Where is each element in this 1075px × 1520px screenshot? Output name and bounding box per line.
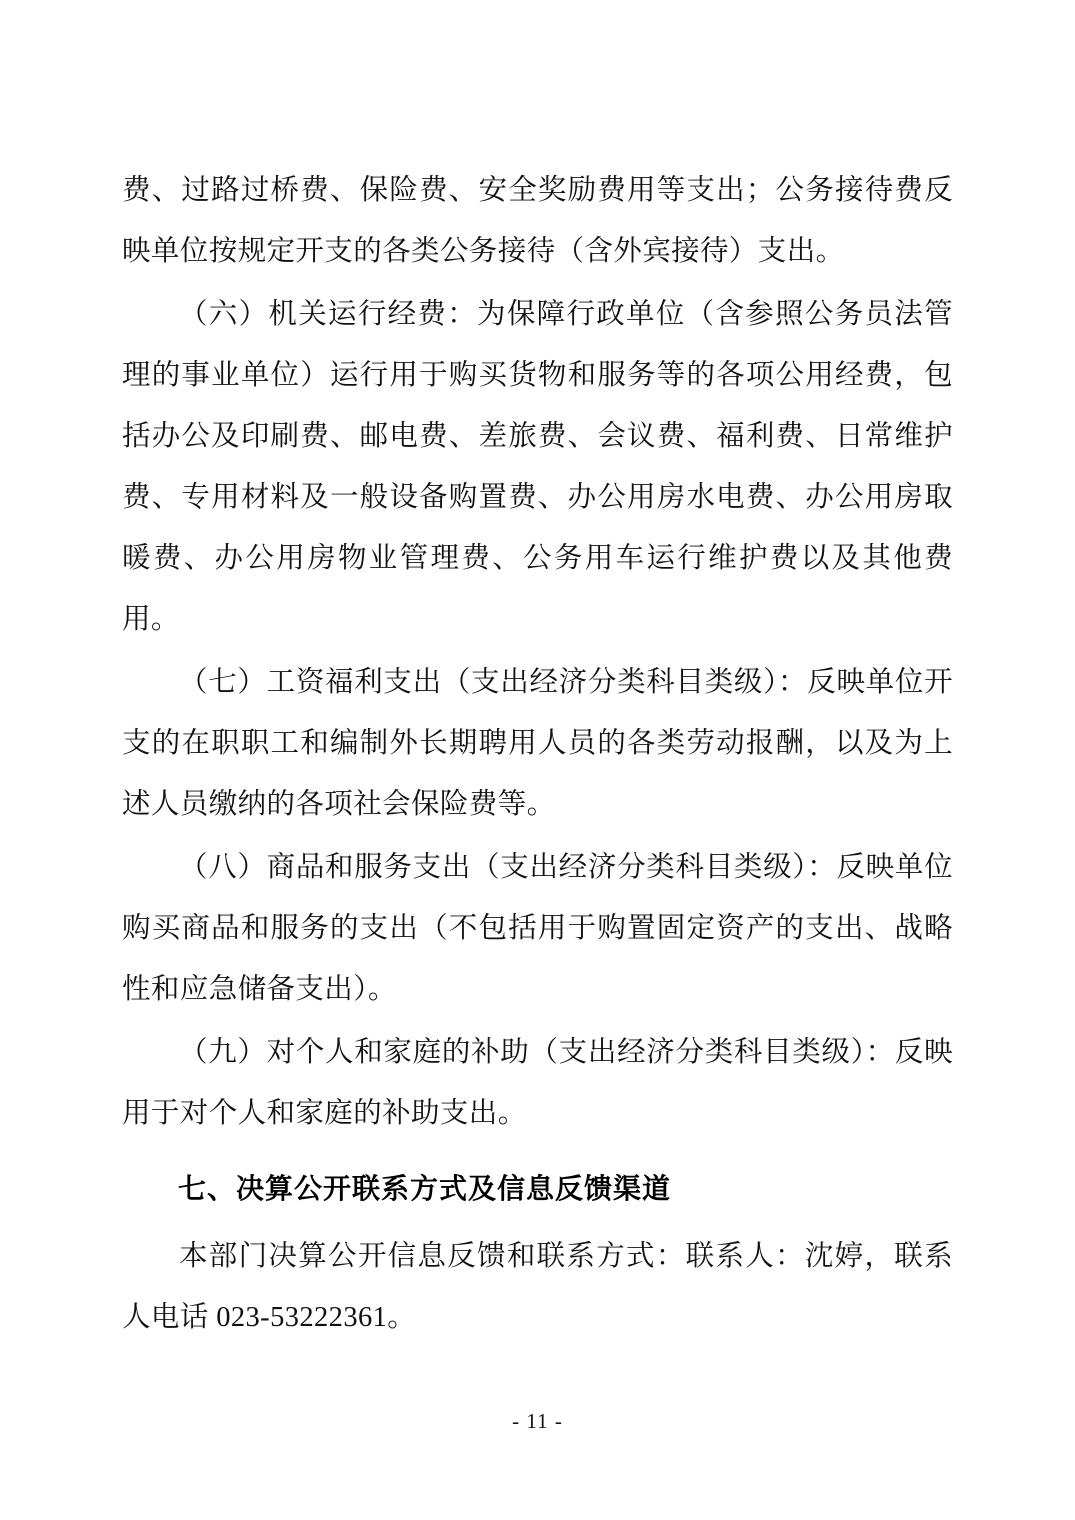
paragraph-contact-info: 本部门决算公开信息反馈和联系方式：联系人：沈婷，联系人电话 023-53222361。 [122,1241,953,1333]
paragraph-item-9: （九）对个人和家庭的补助（支出经济分类科目类级）：反映用于对个人和家庭的补助支出。 [122,1037,953,1129]
paragraph-item-6: （六）机关运行经费：为保障行政单位（含参照公务员法管理的事业单位）运行用于购买货物和服务等的各项公用经费，包括办公及印刷费、邮电费、差旅费、会议费、福利费、日常维护费、专用材料及一般设备购置费、办公用房水电费、办公用房取暖费、办公用房物业管理费、公务用车运行维护费以及其他费用。 [122,299,953,635]
paragraph-item-7: （七）工资福利支出（支出经济分类科目类级）：反映单位开支的在职职工和编制外长期聘用人员的各类劳动报酬，以及为上述人员缴纳的各项社会保险费等。 [122,667,953,820]
paragraph-continued: 费、过路过桥费、保险费、安全奖励费用等支出；公务接待费反映单位按规定开支的各类公务接待（含外宾接待）支出。 [122,175,953,267]
paragraph-item-8: （八）商品和服务支出（支出经济分类科目类级）：反映单位购买商品和服务的支出（不包括用于购置固定资产的支出、战略性和应急储备支出）。 [122,852,953,1005]
page-number: - 11 - [512,1409,563,1433]
section-heading-7: 七、决算公开联系方式及信息反馈渠道 [178,1172,672,1205]
